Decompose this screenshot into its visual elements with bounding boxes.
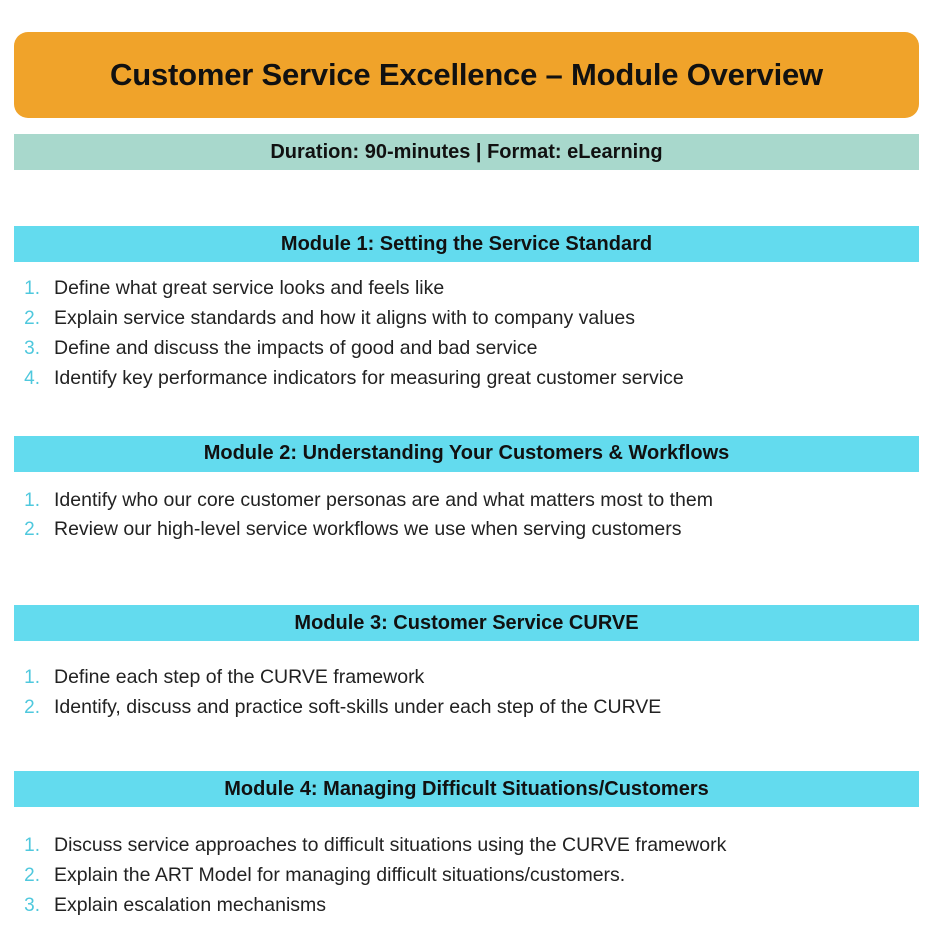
module-4 [14, 771, 919, 921]
list-item [14, 334, 919, 364]
duration-format-bar [14, 134, 919, 170]
list-item-text: Discuss service approaches to difficult situations using the CURVE framework [54, 834, 727, 856]
list-item [14, 891, 919, 921]
duration-format-text: Duration: 90-minutes | Format: eLearning [270, 140, 663, 163]
title-banner [14, 32, 919, 118]
list-item-number: 1. [24, 835, 40, 856]
list-item-number: 2. [24, 519, 40, 541]
list-item-text: Review our high-level service workflows we use when serving customers [54, 518, 682, 541]
list-item-number: 3. [24, 337, 40, 359]
list-item-text: Identify who our core customer personas are and what matters most to them [54, 488, 713, 511]
list-item-number: 2. [24, 864, 40, 886]
list-item [14, 364, 919, 394]
list-item [14, 515, 919, 545]
module-3-header-label: Module 3: Customer Service CURVE [294, 611, 639, 634]
list-item [14, 663, 919, 693]
list-item-number: 1. [24, 278, 40, 299]
module-4-header-label: Module 4: Managing Difficult Situations/Customers [224, 777, 709, 800]
module-4-header [14, 771, 919, 807]
list-item-number: 3. [24, 894, 40, 916]
module-1-objectives [14, 274, 919, 394]
module-2-objectives [14, 486, 919, 546]
list-item-number: 1. [24, 489, 40, 511]
list-item-text: Identify, discuss and practice soft-skills under each step of the CURVE [54, 696, 662, 719]
module-4-objectives [14, 831, 919, 921]
module-2 [14, 436, 919, 546]
page-title: Customer Service Excellence – Module Overview [110, 57, 823, 92]
list-item-text: Explain escalation mechanisms [54, 893, 327, 916]
list-item [14, 304, 919, 334]
module-3-header [14, 605, 919, 641]
list-item-number: 2. [24, 307, 40, 329]
list-item [14, 861, 919, 891]
list-item [14, 486, 919, 516]
module-3 [14, 605, 919, 723]
list-item-text: Define what great service looks and feels like [54, 277, 445, 299]
module-1-header [14, 226, 919, 262]
list-item-number: 2. [24, 697, 40, 719]
list-item-text: Explain the ART Model for managing difficult situations/customers. [54, 863, 626, 886]
list-item-text: Explain service standards and how it aligns with to company values [54, 306, 635, 329]
list-item [14, 693, 919, 723]
list-item [14, 831, 919, 861]
module-2-header-label: Module 2: Understanding Your Customers & Workflows [203, 442, 730, 464]
module-overview-page [0, 32, 933, 937]
list-item-text: Define and discuss the impacts of good and bad service [54, 336, 538, 359]
list-item-number: 1. [24, 667, 40, 689]
module-1-header-label: Module 1: Setting the Service Standard [280, 232, 653, 255]
list-item [14, 274, 919, 304]
list-item-text: Define each step of the CURVE framework [54, 666, 425, 689]
list-item-number: 4. [24, 367, 40, 389]
list-item-text: Identify key performance indicators for measuring great customer service [54, 366, 684, 389]
module-1 [14, 226, 919, 394]
module-2-header [14, 436, 919, 472]
module-3-objectives [14, 663, 919, 723]
